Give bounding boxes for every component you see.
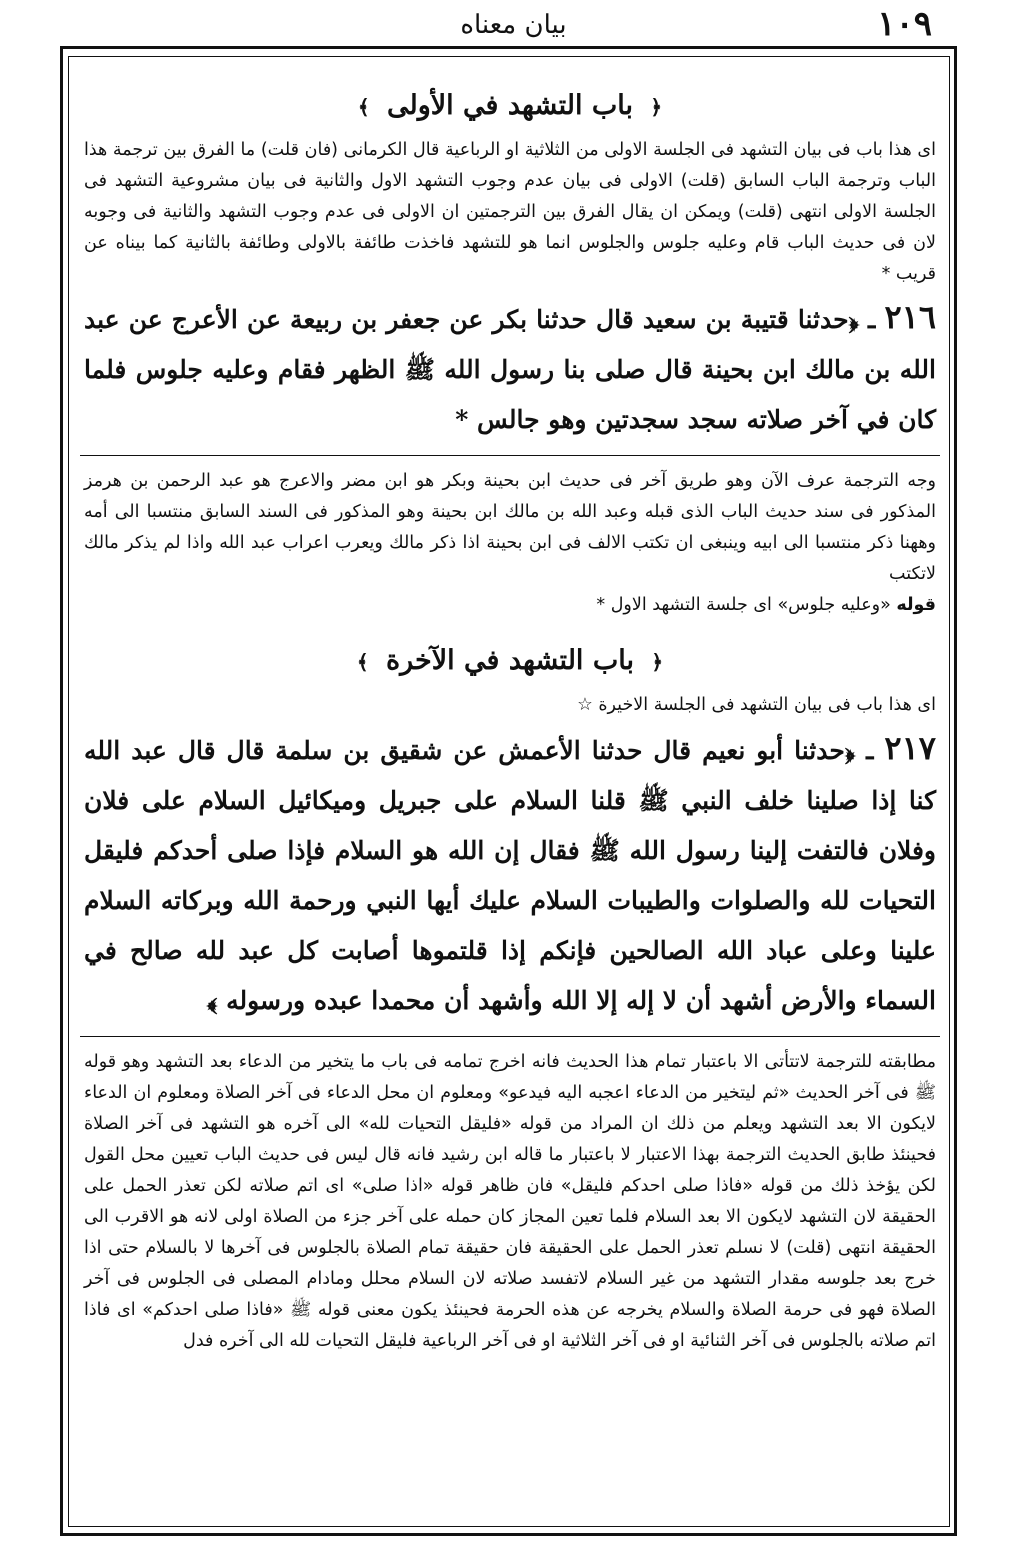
chapter-title: باب التشهد في الآخرة bbox=[386, 645, 634, 676]
page-number: ١٠٩ bbox=[877, 4, 932, 44]
ornament-close: ﴾ bbox=[357, 95, 370, 119]
page-content bbox=[80, 66, 940, 1526]
divider bbox=[80, 1036, 940, 1037]
chapter-heading-first bbox=[80, 84, 940, 129]
chapter-commentary: اى هذا باب فى بيان التشهد فى الجلسة الاولى من الثلاثية او الرباعية قال الكرمانى (فان قلت) ما الفرق بين ترجمة هذا الباب وترجمة الباب السابق (قلت) الاولى فى بيان عدم وجوب التشهد الاول والثانية فى بيان مشروعية التشهد فى الجلسة الاولى انتهى (قلت) ويمكن ان يقال الفرق بين الترجمتين ان الاولى فى عدم وجوب التشهد والثانية فى وجوبه لان فى حديث الباب قام وعليه جلوس والجلوس انما هو للتشهد فاخذت طائفة بالاولى وطائفة بالثانية كما بيناه عن قريب * bbox=[84, 140, 936, 284]
page-header bbox=[60, 6, 967, 48]
hadith-216 bbox=[84, 292, 936, 445]
qawluhu-text: «وعليه جلوس» اى جلسة التشهد الاول * bbox=[596, 595, 891, 615]
chapter-title: باب التشهد في الأولى bbox=[386, 90, 634, 121]
qawluhu-line bbox=[84, 590, 936, 621]
divider bbox=[80, 455, 940, 456]
ornament-open: ﴿ bbox=[651, 650, 664, 674]
hadith-explanation: وجه الترجمة عرف الآن وهو طريق آخر فى حديث ابن بحينة وبكر هو ابن مضر والاعرج هو عبد الرحمن بن هرمز المذكور فى سند حديث الباب الذى قبله وعبد الله بن مالك ابن بحينة وهو المذكور فى السند السابق منتسبا الى أمه وههنا ذكر منتسبا الى ابيه وينبغى ان تكتب الالف فى ابن بحينة اذا ذكر مالك ويعرب اعراب عبد الله واذا لم يذكر مالك لاتكتب bbox=[84, 471, 936, 584]
chapter-intro: اى هذا باب فى بيان التشهد فى الجلسة الاخيرة ☆ bbox=[577, 695, 936, 715]
hadith-text: ـ ﴿حدثنا أبو نعيم قال حدثنا الأعمش عن شقيق بن سلمة قال قال عبد الله كنا إذا صلينا خلف النبي ﷺ قلنا السلام على جبريل وميكائيل السلام على فلان وفلان فالتفت إلينا رسول الله ﷺ فقال إن الله هو السلام فإذا صلى أحدكم فليقل التحيات لله والصلوات والطيبات السلام عليك أيها النبي ورحمة الله وبركاته السلام علينا وعلى عباد الله الصالحين فإنكم إذا قلتموها أصابت كل عبد لله صالح في السماء والأرض أشهد أن لا إله إلا الله وأشهد أن محمدا عبده ورسوله ﴾ bbox=[84, 736, 936, 1015]
hadith-number: ٢١٧ bbox=[884, 729, 936, 767]
qawluhu-label: قوله bbox=[896, 595, 936, 615]
ornament-open: ﴿ bbox=[650, 95, 663, 119]
hadith-217 bbox=[84, 723, 936, 1026]
chapter-heading-second bbox=[80, 639, 940, 684]
running-title: بيان معناه bbox=[460, 10, 567, 40]
hadith-number: ٢١٦ bbox=[884, 298, 936, 336]
ornament-close: ﴾ bbox=[356, 650, 369, 674]
hadith-text: ـ ﴿حدثنا قتيبة بن سعيد قال حدثنا بكر عن جعفر بن ربيعة عن الأعرج عن عبد الله بن مالك ابن بحينة قال صلى بنا رسول الله ﷺ الظهر فقام وعليه جلوس فلما كان في آخر صلاته سجد سجدتين وهو جالس * bbox=[84, 305, 936, 434]
chapter-commentary: مطابقته للترجمة لاتتأتى الا باعتبار تمام هذا الحديث فانه اخرج تمامه فى باب ما يتخير من الدعاء بعد التشهد وهو قوله ﷺ فى آخر الحديث «ثم ليتخير من الدعاء اعجبه اليه فيدعو» ومعلوم ان محل الدعاء فى آخر الصلاة ومعلوم ان الدعاء لايكون الا بعد التشهد ويعلم من ذلك ان المراد من قوله «فليقل التحيات لله» الى آخره هو التشهد فى آخر الصلاة فحينئذ طابق الحديث الترجمة بهذا الاعتبار لا باعتبار ما قاله ابن رشيد فانه قال ليس فى حديث الباب تعيين محل القول لكن يؤخذ ذلك من قوله «فاذا صلى احدكم فليقل» فان ظاهر قوله «اذا صلى» اى اتم صلاته لكن تعذر الحمل على الحقيقة لان التشهد لايكون الا بعد السلام فلما تعين المجاز كان حمله على آخر جزء من الصلاة اولى لانه هو الاقرب الى الحقيقة انتهى (قلت) لا نسلم تعذر الحمل على الحقيقة فان حقيقة تمام الصلاة بالجلوس فى آخرها لا بالسلام حتى اذا خرج بعد جلوسه مقدار التشهد من غير السلام لاتفسد صلاته لان السلام محلل ومادام المصلى فى الجلوس فى آخر الصلاة فهو فى حرمة الصلاة والسلام يخرجه عن هذه الحرمة فحينئذ يكون معنى قوله ﷺ «فاذا صلى احدكم» اى فاذا اتم صلاته بالجلوس فى آخر الثنائية او فى آخر الثلاثية او فى آخر الرباعية فليقل التحيات لله الى آخره فدل bbox=[84, 1052, 936, 1351]
